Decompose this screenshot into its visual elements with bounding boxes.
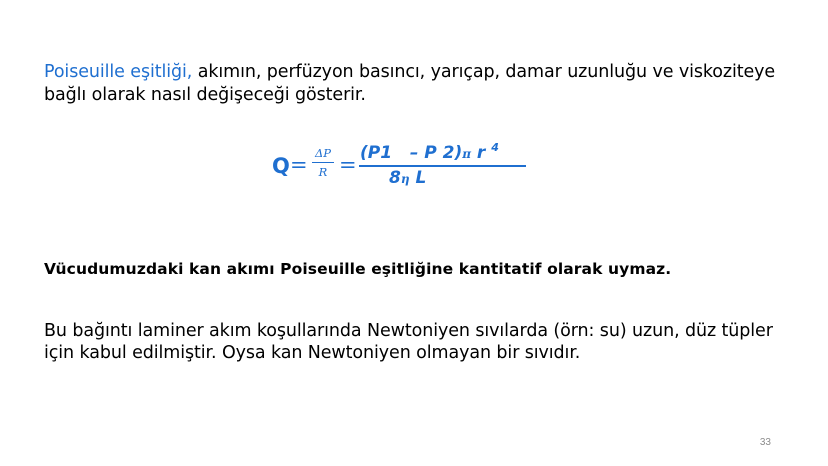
numerator-pressure-difference: (P1 – P 2) [360,143,463,163]
denominator-eta: η [400,171,410,186]
intro-paragraph [44,61,784,107]
fraction-bar-small [312,162,334,163]
fraction-numerator-delta-p: ΔP [314,146,332,160]
page-number: 33 [759,437,771,448]
fraction-denominator-r: R [318,165,328,179]
numerator-exponent: 4 [491,141,499,154]
poiseuille-numerator [359,140,526,164]
intro-paragraph-text: akımın, perfüzyon basıncı, yarıçap, damar uzunluğu ve viskoziteye bağlı olarak nasıl değişeceği gösterir. [44,62,776,105]
formula-q: Q [272,154,290,178]
numerator-pi: π [462,147,472,161]
poiseuille-fraction [359,140,526,190]
pressure-resistance-fraction [312,146,334,179]
explanation-paragraph: Bu bağıntı laminer akım koşullarında Newtoniyen sıvılarda (örn: su) uzun, düz tüpler için kabul edilmiştir. Oysa kan Newtoniyen olmayan bir sıvıdır. [44,321,773,363]
denominator-eight: 8 [389,167,401,188]
numerator-radius: r [471,143,492,163]
formula-equals-2: = [339,153,357,177]
poiseuille-denominator [359,167,526,190]
poiseuille-formula [272,140,542,200]
denominator-length: L [409,167,427,188]
poiseuille-term: Poiseuille eşitliği, [44,62,193,82]
formula-equals-1: = [290,153,308,177]
key-statement: Vücudumuzdaki kan akımı Poiseuille eşitliğine kantitatif olarak uymaz. [44,260,672,278]
